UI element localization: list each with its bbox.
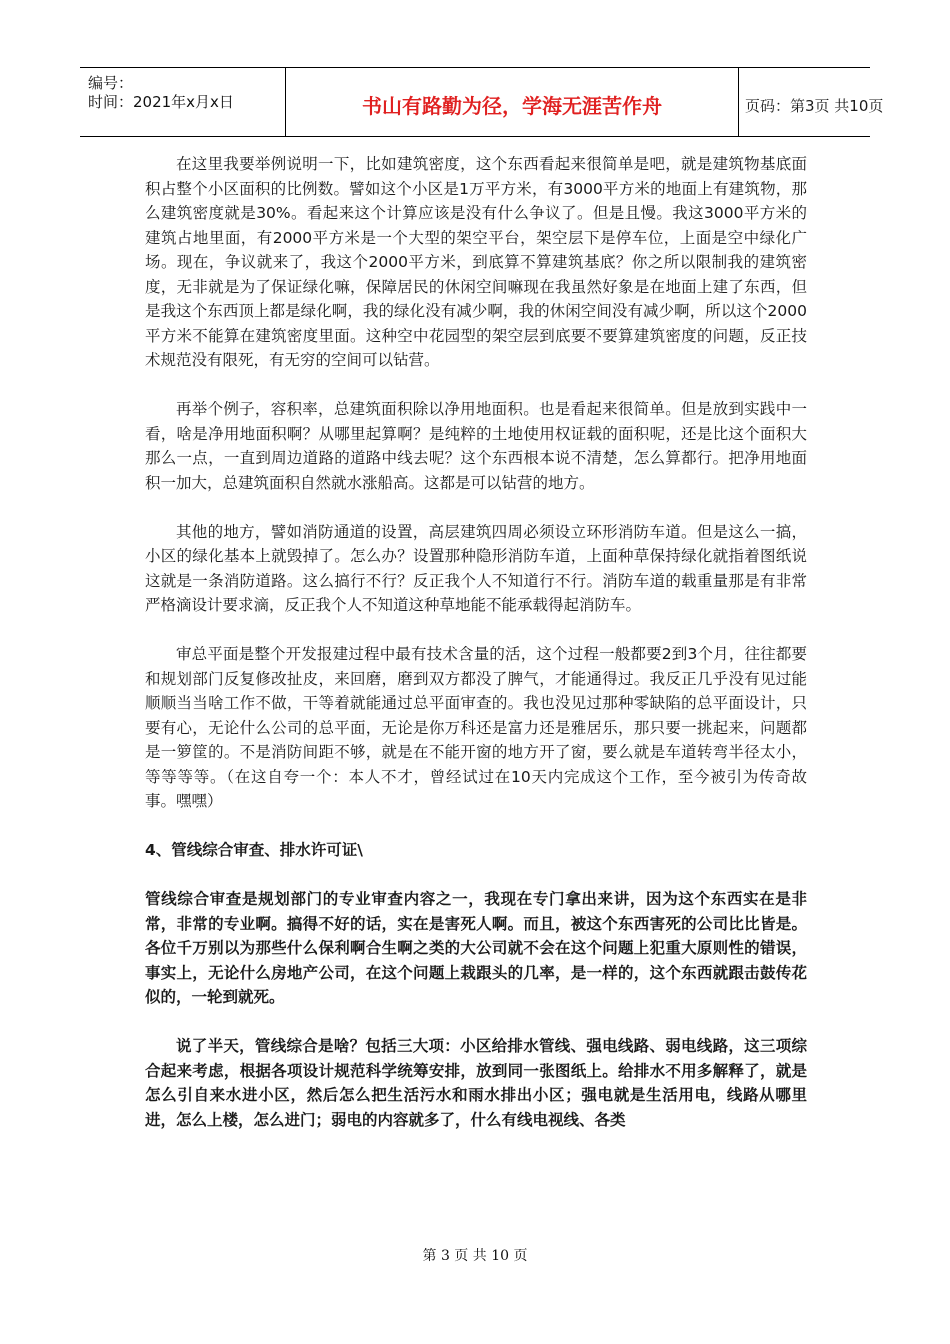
paragraph-site-plan-review: 审总平面是整个开发报建过程中最有技术含量的活，这个过程一般都要2到3个月，往往都要和规划部门反复修改扯皮，来回磨，磨到双方都没了脾气，才能通得过。我反正几乎没有见过能顺顺当当啥工作不做，干等着就能通过总平面审查的。我也没见过那种零缺陷的总平面设计，只要有心，无论什么公司的总平面，无论是你万科还是富力还是雅居乐，那只要一挑起来，问题都是一箩筐的。不是消防间距不够，就是在不能开窗的地方开了窗，要么就是车道转弯半径太小，等等等等。（在这自夸一个：本人不才，曾经试过在10天内完成这个工作，至今被引为传奇故事。嘿嘿） bbox=[145, 645, 807, 810]
document-body bbox=[145, 152, 807, 1157]
paragraph-plot-ratio: 再举个例子，容积率，总建筑面积除以净用地面积。也是看起来很简单。但是放到实践中一看，啥是净用地面积啊？从哪里起算啊？是纯粹的土地使用权证载的面积呢，还是比这个面积大那么一点，一直到周边道路的道路中线去呢？这个东西根本说不清楚，怎么算都行。把净用地面积一加大，总建筑面积自然就水涨船高。这都是可以钻营的地方。 bbox=[145, 400, 807, 492]
paragraph-building-density: 在这里我要举例说明一下，比如建筑密度，这个东西看起来很简单是吧，就是建筑物基底面积占整个小区面积的比例数。譬如这个小区是1万平方米，有3000平方米的地面上有建筑物，那么建筑密度就是30%。看起来这个计算应该是没有什么争议了。但是且慢。我这3000平方米的建筑占地里面，有2000平方米是一个大型的架空平台，架空层下是停车位，上面是空中绿化广场。现在，争议就来了，我这个2000平方米，到底算不算建筑基底？你之所以限制我的建筑密度，无非就是为了保证绿化嘛，保障居民的休闲空间嘛现在我虽然好象是在地面上建了东西，但是我这个东西顶上都是绿化啊，我的绿化没有减少啊，我的休闲空间没有减少啊，所以这个2000平方米不能算在建筑密度里面。这种空中花园型的架空层到底要不要算建筑密度的问题，反正技术规范没有限死，有无穷的空间可以钻营。 bbox=[145, 155, 807, 369]
page-footer: 第 3 页 共 10 页 bbox=[422, 1248, 528, 1264]
section-heading: 4、管线综合审查、排水许可证\ bbox=[145, 841, 363, 859]
header-motto-cell bbox=[285, 68, 739, 136]
code-label: 编号： bbox=[88, 74, 134, 92]
header-page-cell bbox=[737, 68, 884, 136]
date-label: 时间：2021年x月x日 bbox=[88, 93, 234, 111]
paragraph-fire-lane: 其他的地方，譬如消防通道的设置，高层建筑四周必须设立环形消防车道。但是这么一搞，小区的绿化基本上就毁掉了。怎么办？设置那种隐形消防车道，上面种草保持绿化就指着图纸说这就是一条消防道路。这么搞行不行？反正我个人不知道行不行。消防车道的载重量那是有非常严格滴设计要求滴，反正我个人不知道这种草地能不能承载得起消防车。 bbox=[145, 522, 807, 614]
page-header bbox=[80, 67, 884, 137]
page-info: 页码：第3页 共10页 bbox=[745, 97, 884, 115]
paragraph-pipeline-details: 说了半天，管线综合是啥？包括三大项：小区给排水管线、强电线路、弱电线路，这三项综合起来考虑，根据各项设计规范科学统筹安排，放到同一张图纸上。给排水不用多解释了，就是怎么引自来水进小区，然后怎么把生活污水和雨水排出小区；强电就是生活用电，线路从哪里进，怎么上楼，怎么进门；弱电的内容就多了，什么有线电视线、各类 bbox=[145, 1037, 807, 1129]
paragraph-pipeline-intro: 管线综合审查是规划部门的专业审查内容之一，我现在专门拿出来讲，因为这个东西实在是非常，非常的专业啊。搞得不好的话，实在是害死人啊。而且，被这个东西害死的公司比比皆是。各位千万别以为那些什么保利啊合生啊之类的大公司就不会在这个问题上犯重大原则性的错误，事实上，无论什么房地产公司，在这个问题上栽跟头的几率，是一样的，这个东西就跟击鼓传花似的，一轮到就死。 bbox=[145, 890, 807, 1006]
motto-text: 书山有路勤为径，学海无涯苦作舟 bbox=[362, 94, 662, 118]
header-info-cell bbox=[80, 68, 285, 136]
